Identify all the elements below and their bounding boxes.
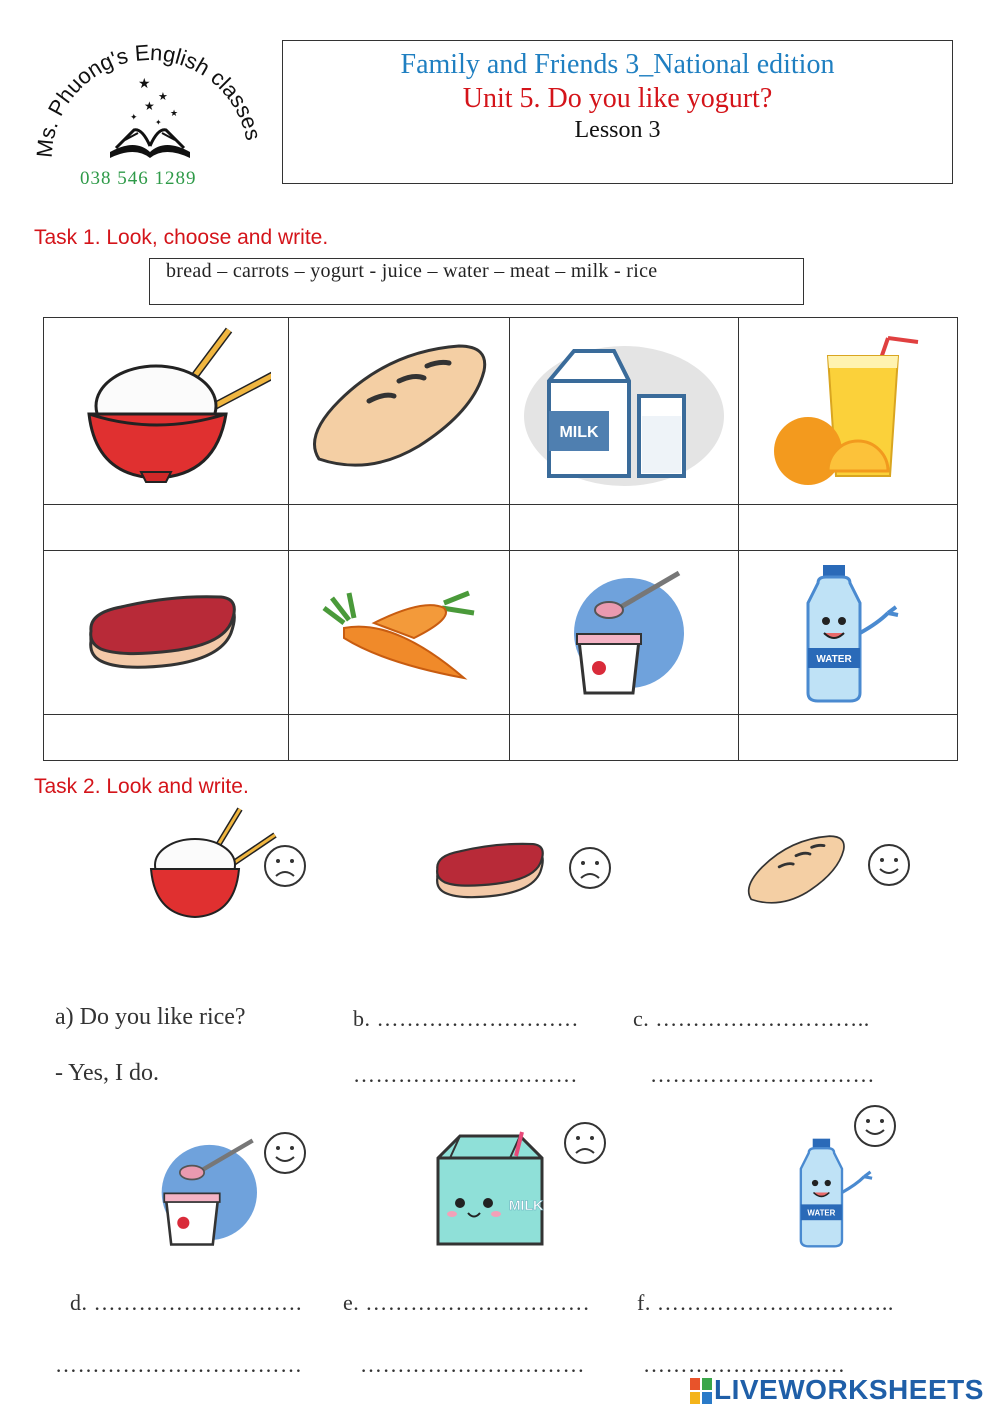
sad-face-icon: [567, 845, 613, 891]
answer-input-7[interactable]: [510, 715, 738, 760]
sad-face-icon: [262, 843, 308, 889]
word-bank: bread – carrots – yogurt - juice – water – meat – milk - rice: [149, 258, 804, 305]
bottle-label: WATER: [816, 653, 852, 665]
answer-input-3[interactable]: [510, 505, 738, 550]
lesson-title: Lesson 3: [574, 117, 661, 143]
svg-text:✦: ✦: [130, 112, 138, 122]
task1-table: [43, 317, 958, 761]
svg-text:✦: ✦: [155, 118, 162, 127]
svg-text:★: ★: [170, 108, 179, 118]
answer-cell[interactable]: [739, 715, 958, 761]
logo-phone: 038 546 1289: [80, 168, 197, 189]
liveworksheets-icon: [690, 1378, 712, 1404]
svg-text:★: ★: [158, 91, 168, 103]
answer-cell[interactable]: [289, 505, 510, 551]
meat-steak-icon: [81, 593, 251, 673]
answer-c[interactable]: …………………………: [650, 1062, 875, 1087]
answer-input-4[interactable]: [739, 505, 957, 550]
water-bottle-icon: [778, 563, 918, 703]
bread-icon: [299, 341, 499, 481]
logo-arc-text: Ms. Phuong's English classes: [31, 39, 267, 159]
picture-cell: [510, 318, 739, 505]
answer-input-6[interactable]: [289, 715, 509, 760]
answer-cell[interactable]: [289, 715, 510, 761]
answer-cell[interactable]: [44, 715, 289, 761]
yogurt-icon: [549, 568, 699, 698]
liveworksheets-logo: [690, 1374, 990, 1408]
picture-cell: [739, 551, 958, 715]
unit-title: Unit 5. Do you like yogurt?: [462, 83, 773, 114]
yogurt-icon: [140, 1130, 270, 1255]
answer-cell[interactable]: [739, 505, 958, 551]
question-b[interactable]: b. ………………………: [353, 1006, 579, 1031]
task1-title: Task 1. Look, choose and write.: [34, 226, 329, 249]
answer-d[interactable]: ……………………………: [55, 1352, 303, 1377]
task2-title: Task 2. Look and write.: [34, 775, 249, 798]
liveworksheets-brand: LIVEWORKSHEETS: [714, 1374, 984, 1405]
happy-face-icon: [852, 1103, 898, 1149]
answer-input-5[interactable]: [44, 715, 288, 760]
answer-b[interactable]: …………………………: [353, 1062, 578, 1087]
question-e[interactable]: e. …………………………: [343, 1290, 591, 1315]
carrots-icon: [314, 578, 484, 688]
picture-cell: [739, 318, 958, 505]
question-a: a) Do you like rice?: [55, 1004, 246, 1030]
stars-icon: [130, 77, 178, 127]
juice-glass-icon: [748, 336, 948, 486]
answer-a: - Yes, I do.: [55, 1060, 160, 1086]
rice-bowl-icon: [61, 326, 271, 496]
milk-carton-icon: [519, 336, 729, 486]
happy-face-icon: [866, 842, 912, 888]
answer-e[interactable]: …………………………: [360, 1352, 585, 1377]
picture-cell: [44, 551, 289, 715]
answer-f[interactable]: ………………………: [643, 1352, 846, 1377]
answer-cell[interactable]: [510, 505, 739, 551]
answer-input-1[interactable]: [44, 505, 288, 550]
picture-cell: [44, 318, 289, 505]
answer-input-2[interactable]: [289, 505, 509, 550]
sad-face-icon: [562, 1120, 608, 1166]
question-c[interactable]: c. ………………………..: [633, 1006, 870, 1031]
svg-text:★: ★: [144, 99, 155, 113]
course-title: Family and Friends 3_National edition: [400, 49, 835, 80]
picture-cell: [289, 551, 510, 715]
bottle-label: WATER: [807, 1208, 836, 1218]
title-box: [282, 40, 953, 184]
svg-text:★: ★: [138, 77, 151, 92]
happy-face-icon: [262, 1130, 308, 1176]
milk-carton-icon: [430, 1128, 550, 1248]
question-d[interactable]: d. ……………………….: [70, 1290, 302, 1315]
answer-cell[interactable]: [510, 715, 739, 761]
question-f[interactable]: f. …………………………..: [637, 1290, 894, 1315]
bread-icon: [740, 825, 852, 920]
picture-cell: [289, 318, 510, 505]
carton-label: MILK: [508, 1197, 544, 1213]
picture-cell: [510, 551, 739, 715]
answer-input-8[interactable]: [739, 715, 957, 760]
open-book-icon: [110, 130, 190, 158]
carton-label: MILK: [559, 424, 599, 441]
answer-cell[interactable]: [44, 505, 289, 551]
meat-steak-icon: [430, 832, 555, 912]
